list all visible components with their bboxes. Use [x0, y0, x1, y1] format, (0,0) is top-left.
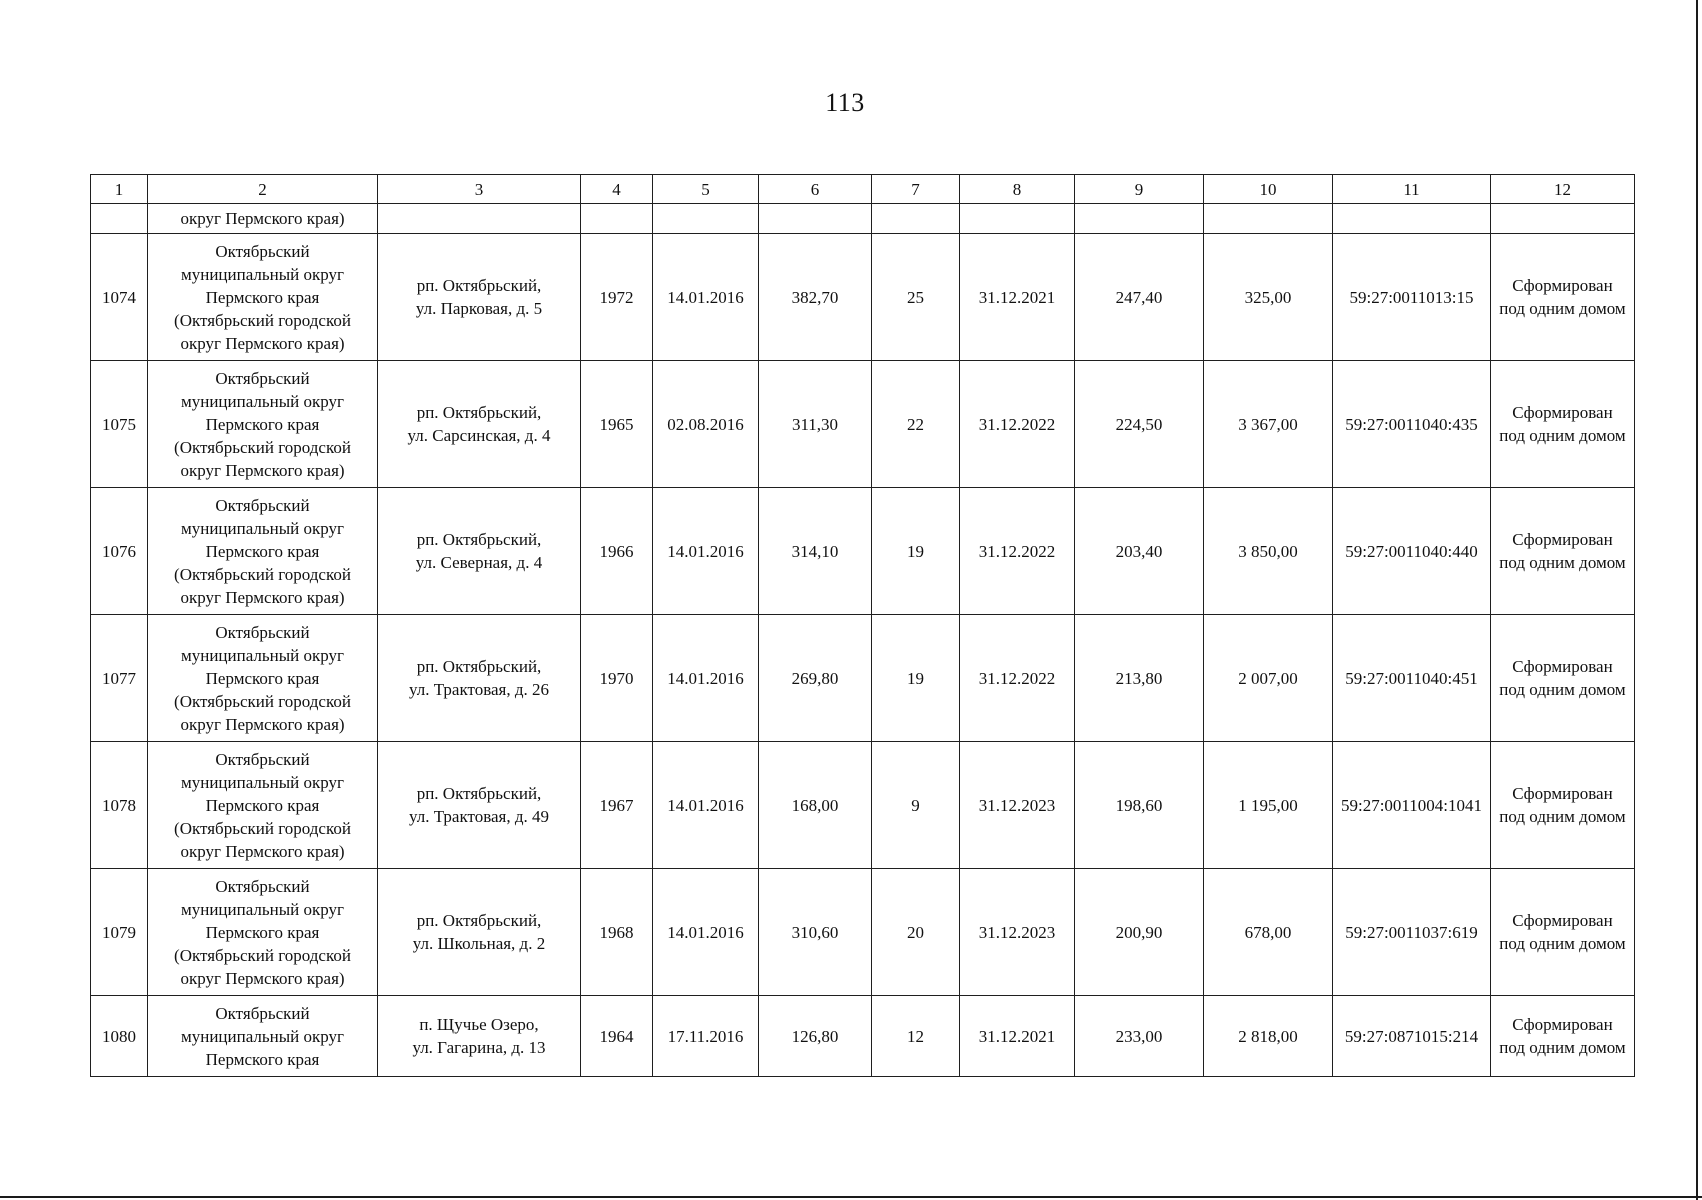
deadline-cell: 31.12.2022	[960, 615, 1075, 742]
deadline-cell: 31.12.2023	[960, 869, 1075, 996]
value-cell: 233,00	[1075, 996, 1204, 1077]
municipality-line: муниципальный округ	[180, 772, 345, 792]
municipality-line: округ Пермского края)	[180, 333, 345, 353]
date-cell: 02.08.2016	[653, 361, 759, 488]
residents-cell: 19	[872, 488, 960, 615]
municipality-line: муниципальный округ	[180, 899, 345, 919]
table-row	[91, 234, 1635, 361]
address-cell	[378, 488, 581, 615]
address-line: ул. Гагарина, д. 13	[412, 1038, 546, 1057]
residents-cell: 25	[872, 234, 960, 361]
status-line: Сформирован	[1512, 784, 1613, 803]
municipality-line: (Октябрьский городской	[174, 310, 351, 330]
municipality-line: округ Пермского края)	[180, 968, 345, 988]
value-cell: 325,00	[1204, 234, 1333, 361]
address-line: рп. Октябрьский,	[416, 530, 542, 549]
deadline-cell: 31.12.2022	[960, 361, 1075, 488]
residents-cell: 19	[872, 615, 960, 742]
municipality-line: муниципальный округ	[180, 645, 345, 665]
cadastral-cell: 59:27:0011013:15	[1333, 234, 1491, 361]
municipality-cell	[148, 234, 378, 361]
municipality-cell	[148, 996, 378, 1077]
table-cell	[91, 204, 148, 234]
table-cell	[1333, 204, 1491, 234]
municipality-line: Пермского края	[205, 922, 320, 942]
municipality-line: Октябрьский	[215, 622, 310, 642]
status-cell	[1491, 742, 1635, 869]
date-cell: 14.01.2016	[653, 869, 759, 996]
row-number: 1078	[91, 742, 148, 869]
table-row	[91, 361, 1635, 488]
deadline-cell: 31.12.2021	[960, 234, 1075, 361]
residents-cell: 12	[872, 996, 960, 1077]
column-header: 8	[960, 175, 1075, 204]
municipality-line: Октябрьский	[215, 1003, 310, 1023]
cadastral-cell: 59:27:0011040:440	[1333, 488, 1491, 615]
table-cell	[581, 204, 653, 234]
column-header: 3	[378, 175, 581, 204]
area-cell: 382,70	[759, 234, 872, 361]
address-line: рп. Октябрьский,	[416, 911, 542, 930]
cadastral-cell: 59:27:0011004:1041	[1333, 742, 1491, 869]
table-cell	[1075, 204, 1204, 234]
status-line: под одним домом	[1499, 807, 1626, 826]
address-line: ул. Парковая, д. 5	[415, 299, 543, 318]
cadastral-cell: 59:27:0011037:619	[1333, 869, 1491, 996]
table-cell: округ Пермского края)	[148, 204, 378, 234]
row-number: 1076	[91, 488, 148, 615]
address-line: ул. Северная, д. 4	[415, 553, 543, 572]
municipality-line: муниципальный округ	[180, 518, 345, 538]
status-line: Сформирован	[1512, 657, 1613, 676]
address-cell	[378, 234, 581, 361]
column-header: 10	[1204, 175, 1333, 204]
address-line: ул. Трактовая, д. 49	[408, 807, 550, 826]
municipality-cell	[148, 615, 378, 742]
column-number-row	[91, 175, 1635, 204]
value-cell: 3 850,00	[1204, 488, 1333, 615]
column-header: 7	[872, 175, 960, 204]
address-line: рп. Октябрьский,	[416, 657, 542, 676]
municipality-line: Пермского края	[205, 795, 320, 815]
municipality-line: (Октябрьский городской	[174, 564, 351, 584]
page-edge-bottom	[0, 1196, 1702, 1198]
value-cell: 1 195,00	[1204, 742, 1333, 869]
municipality-line: (Октябрьский городской	[174, 691, 351, 711]
date-cell: 14.01.2016	[653, 615, 759, 742]
address-cell	[378, 869, 581, 996]
municipality-line: округ Пермского края)	[180, 841, 345, 861]
municipality-line: муниципальный округ	[180, 391, 345, 411]
continued-row	[91, 204, 1635, 234]
municipality-line: муниципальный округ	[180, 264, 345, 284]
address-cell	[378, 361, 581, 488]
status-line: Сформирован	[1512, 911, 1613, 930]
address-cell	[378, 996, 581, 1077]
municipality-line: Пермского края	[205, 1049, 320, 1069]
status-cell	[1491, 234, 1635, 361]
cadastral-cell: 59:27:0871015:214	[1333, 996, 1491, 1077]
address-cell	[378, 742, 581, 869]
status-line: Сформирован	[1512, 1015, 1613, 1034]
date-cell: 14.01.2016	[653, 488, 759, 615]
table-row	[91, 615, 1635, 742]
value-cell: 203,40	[1075, 488, 1204, 615]
year-cell: 1968	[581, 869, 653, 996]
deadline-cell: 31.12.2021	[960, 996, 1075, 1077]
column-header: 4	[581, 175, 653, 204]
table-row	[91, 996, 1635, 1077]
address-cell	[378, 615, 581, 742]
municipality-line: Пермского края	[205, 541, 320, 561]
status-cell	[1491, 361, 1635, 488]
area-cell: 126,80	[759, 996, 872, 1077]
value-cell: 2 818,00	[1204, 996, 1333, 1077]
value-cell: 3 367,00	[1204, 361, 1333, 488]
municipality-line: Пермского края	[205, 414, 320, 434]
row-number: 1080	[91, 996, 148, 1077]
status-cell	[1491, 996, 1635, 1077]
residents-cell: 20	[872, 869, 960, 996]
status-line: под одним домом	[1499, 934, 1626, 953]
table-cell	[1491, 204, 1635, 234]
column-header: 12	[1491, 175, 1635, 204]
deadline-cell: 31.12.2023	[960, 742, 1075, 869]
page-number: 113	[825, 88, 865, 117]
row-number: 1074	[91, 234, 148, 361]
value-cell: 200,90	[1075, 869, 1204, 996]
value-cell: 224,50	[1075, 361, 1204, 488]
address-line: рп. Октябрьский,	[416, 784, 542, 803]
municipality-cell	[148, 488, 378, 615]
table-cell	[759, 204, 872, 234]
address-line: ул. Сарсинская, д. 4	[407, 426, 551, 445]
municipality-line: муниципальный округ	[180, 1026, 345, 1046]
year-cell: 1966	[581, 488, 653, 615]
table-cell	[653, 204, 759, 234]
municipality-line: (Октябрьский городской	[174, 818, 351, 838]
page-edge-right	[1696, 0, 1698, 1200]
column-header: 9	[1075, 175, 1204, 204]
area-cell: 168,00	[759, 742, 872, 869]
year-cell: 1972	[581, 234, 653, 361]
date-cell: 14.01.2016	[653, 742, 759, 869]
value-cell: 198,60	[1075, 742, 1204, 869]
column-header: 11	[1333, 175, 1491, 204]
municipality-line: (Октябрьский городской	[174, 945, 351, 965]
table-row	[91, 742, 1635, 869]
column-header: 2	[148, 175, 378, 204]
row-number: 1079	[91, 869, 148, 996]
table-cell	[960, 204, 1075, 234]
status-line: Сформирован	[1512, 530, 1613, 549]
status-line: под одним домом	[1499, 553, 1626, 572]
municipality-cell	[148, 869, 378, 996]
year-cell: 1970	[581, 615, 653, 742]
row-number: 1077	[91, 615, 148, 742]
address-line: ул. Трактовая, д. 26	[408, 680, 550, 699]
municipality-line: Октябрьский	[215, 876, 310, 896]
area-cell: 314,10	[759, 488, 872, 615]
status-line: под одним домом	[1499, 680, 1626, 699]
municipality-line: округ Пермского края)	[180, 714, 345, 734]
status-line: под одним домом	[1499, 426, 1626, 445]
value-cell: 678,00	[1204, 869, 1333, 996]
residents-cell: 9	[872, 742, 960, 869]
municipality-line: (Октябрьский городской	[174, 437, 351, 457]
table-cell	[1204, 204, 1333, 234]
municipality-line: Октябрьский	[215, 749, 310, 769]
municipality-line: округ Пермского края)	[180, 460, 345, 480]
municipality-line: Октябрьский	[215, 241, 310, 261]
date-cell: 14.01.2016	[653, 234, 759, 361]
column-header: 6	[759, 175, 872, 204]
table-row	[91, 869, 1635, 996]
municipality-line: Октябрьский	[215, 368, 310, 388]
status-cell	[1491, 869, 1635, 996]
status-cell	[1491, 488, 1635, 615]
value-cell: 2 007,00	[1204, 615, 1333, 742]
area-cell: 311,30	[759, 361, 872, 488]
row-number: 1075	[91, 361, 148, 488]
year-cell: 1964	[581, 996, 653, 1077]
municipality-line: округ Пермского края)	[180, 587, 345, 607]
status-line: Сформирован	[1512, 276, 1613, 295]
status-cell	[1491, 615, 1635, 742]
cadastral-cell: 59:27:0011040:451	[1333, 615, 1491, 742]
status-line: под одним домом	[1499, 299, 1626, 318]
residents-cell: 22	[872, 361, 960, 488]
value-cell: 213,80	[1075, 615, 1204, 742]
deadline-cell: 31.12.2022	[960, 488, 1075, 615]
status-line: под одним домом	[1499, 1038, 1626, 1057]
column-header: 5	[653, 175, 759, 204]
address-line: рп. Октябрьский,	[416, 403, 542, 422]
address-line: п. Щучье Озеро,	[419, 1015, 539, 1034]
address-line: рп. Октябрьский,	[416, 276, 542, 295]
municipality-line: Пермского края	[205, 668, 320, 688]
status-line: Сформирован	[1512, 403, 1613, 422]
year-cell: 1965	[581, 361, 653, 488]
register-table	[90, 174, 1635, 1077]
municipality-cell	[148, 742, 378, 869]
municipality-line: Пермского края	[205, 287, 320, 307]
column-header: 1	[91, 175, 148, 204]
cadastral-cell: 59:27:0011040:435	[1333, 361, 1491, 488]
table-cell	[378, 204, 581, 234]
area-cell: 310,60	[759, 869, 872, 996]
value-cell: 247,40	[1075, 234, 1204, 361]
date-cell: 17.11.2016	[653, 996, 759, 1077]
table-cell	[872, 204, 960, 234]
municipality-cell	[148, 361, 378, 488]
address-line: ул. Школьная, д. 2	[412, 934, 546, 953]
table-row	[91, 488, 1635, 615]
area-cell: 269,80	[759, 615, 872, 742]
municipality-line: Октябрьский	[215, 495, 310, 515]
year-cell: 1967	[581, 742, 653, 869]
